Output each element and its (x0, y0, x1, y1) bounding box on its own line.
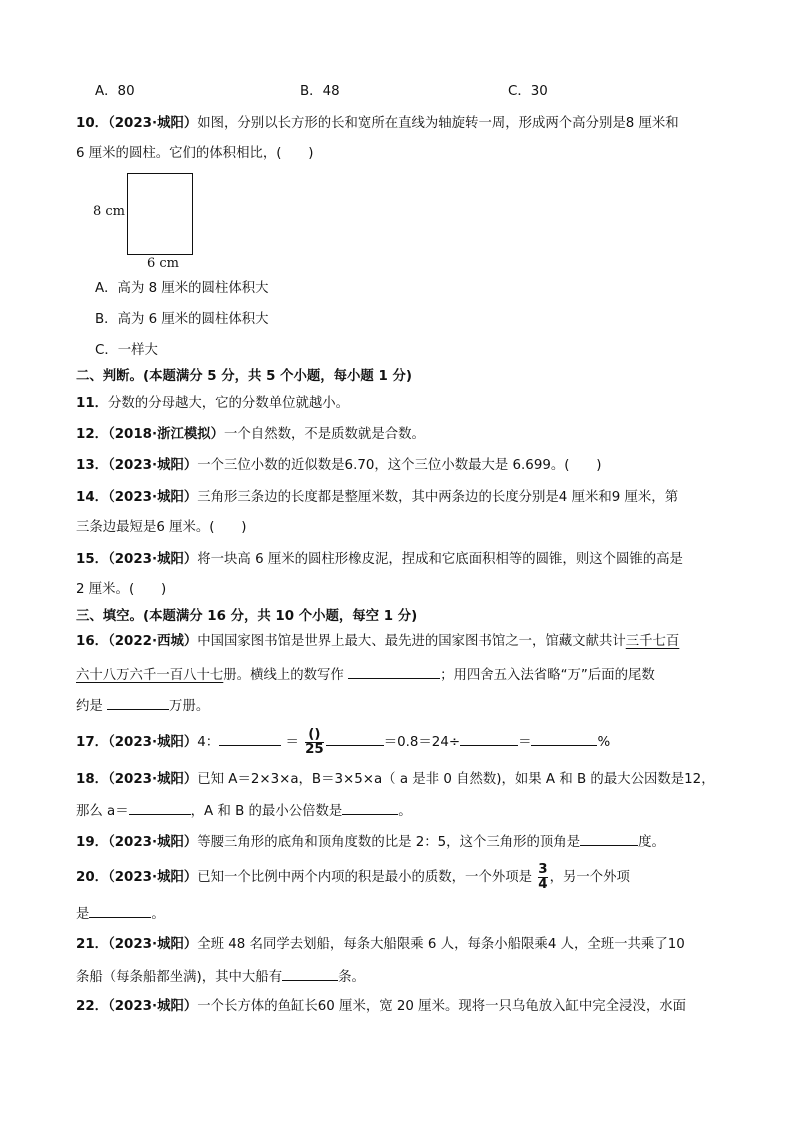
q16-number: 16． (76, 634, 109, 649)
q15-line2: 2 厘米。( ) (76, 582, 167, 597)
q12 (76, 425, 754, 445)
q14-line2: 三条边最短是6 厘米。( ) (76, 520, 247, 535)
q16-source: （2022·西城） (108, 634, 198, 649)
q20-text2: 是 (76, 907, 90, 922)
q19-source: （2023·城阳） (108, 835, 198, 850)
q10-text1: 如图，分别以长方形的长和宽所在直线为轴旋转一周，形成两个高分别是8 厘米和 (197, 116, 679, 131)
q16-underlined-number-b: 六十八万六千一百八十七 (76, 668, 224, 683)
q11 (76, 394, 754, 414)
rectangle-figure (127, 173, 193, 255)
q17-blank-1[interactable] (219, 731, 281, 746)
section-3-heading: 三、填空。(本题满分 16 分，共 10 个小题，每空 1 分) (76, 609, 418, 624)
q18-text3: ，A 和 B 的最小公倍数是 (190, 804, 343, 819)
q18-source: （2023·城阳） (108, 772, 198, 787)
q20-line1 (76, 862, 754, 894)
q19-number: 19． (76, 835, 109, 850)
q21-source: （2023·城阳） (108, 937, 198, 952)
q12-text: 一个自然数，不是质数就是合数。 (224, 427, 425, 442)
q20-fraction-denominator: 4 (538, 876, 548, 892)
q18-text2: 那么 a＝ (76, 804, 129, 819)
q18-line2 (76, 800, 754, 822)
q17 (76, 727, 754, 759)
q21-number: 21． (76, 937, 109, 952)
q19-blank[interactable] (580, 831, 638, 846)
q16-blank-1[interactable] (348, 664, 440, 679)
q20-source: （2023·城阳） (108, 870, 198, 885)
q21-text1: 全班 48 名同学去划船，每条大船限乘 6 人，每条小船限乘4 人，全班一共乘了10 (197, 937, 685, 952)
q16-line1 (76, 632, 754, 652)
section-2-heading: 二、判断。(本题满分 5 分，共 5 个小题，每小题 1 分) (76, 369, 412, 384)
q15-line1 (76, 550, 754, 570)
q21-line1 (76, 935, 754, 955)
q15-number: 15． (76, 552, 109, 567)
q17-fraction-numerator: () (308, 726, 321, 742)
q21-text3: 条。 (338, 970, 365, 985)
q15-source: （2023·城阳） (108, 552, 198, 567)
q22-text1: 一个长方体的鱼缸长60 厘米，宽 20 厘米。现将一只乌龟放入缸中完全浸没，水面 (197, 999, 686, 1014)
q16-blank-2[interactable] (107, 695, 169, 710)
q18-line1 (76, 770, 754, 790)
q17-source: （2023·城阳） (108, 735, 198, 750)
q10-option-b: B．高为 6 厘米的圆柱体积大 (95, 312, 269, 327)
q19-text: 等腰三角形的底角和顶角度数的比是 2：5，这个三角形的顶角是 (197, 835, 581, 850)
q14-number: 14． (76, 490, 109, 505)
q17-eq2: ＝ (518, 735, 532, 750)
q17-number: 17． (76, 735, 109, 750)
q20-fraction-numerator: 3 (538, 861, 548, 877)
q10-option-c: C．一样大 (95, 343, 158, 358)
q15-text1: 将一块高 6 厘米的圆柱形橡皮泥，捏成和它底面积相等的圆锥，则这个圆锥的高是 (197, 552, 683, 567)
q22-line1 (76, 997, 754, 1017)
q22-source: （2023·城阳） (108, 999, 198, 1014)
q19 (76, 831, 754, 853)
q21-line2 (76, 966, 754, 988)
q17-blank-4[interactable] (531, 731, 597, 746)
q18-blank-2[interactable] (342, 800, 398, 815)
figure-height-label: 8 cm (93, 204, 126, 219)
q17-percent: % (597, 735, 611, 750)
figure-width-label: 6 cm (147, 256, 180, 271)
q20-fraction (538, 863, 547, 892)
q17-blank-2[interactable] (326, 731, 384, 746)
q10-number: 10． (76, 116, 109, 131)
q17-fraction-denominator: 25 (305, 741, 324, 757)
q13-source: （2023·城阳） (108, 458, 198, 473)
q20-text: 已知一个比例中两个内项的积是最小的质数，一个外项是 (197, 870, 533, 885)
q14-line1 (76, 488, 754, 508)
q18-blank-1[interactable] (129, 800, 191, 815)
q16-text1: 中国国家图书馆是世界上最大、最先进的国家图书馆之一，馆藏文献共计 (197, 634, 626, 649)
q16-text4: 约是 (76, 699, 103, 714)
q18-text1: 已知 A＝2×3×a，B＝3×5×a（ a 是非 0 自然数)，如果 A 和 B 的最大公因数是12， (197, 772, 715, 787)
q18-text4: 。 (398, 804, 412, 819)
q14-source: （2023·城阳） (108, 490, 198, 505)
q9-option-b: B．48 (300, 84, 340, 99)
q13 (76, 456, 754, 476)
q9-option-c: C．30 (508, 84, 548, 99)
q17-mid: ＝0.8＝24÷ (383, 735, 461, 750)
q16-line3 (76, 695, 754, 717)
q21-text2: 条船（每条船都坐满)，其中大船有 (76, 970, 283, 985)
q12-number: 12． (76, 427, 109, 442)
q16-line2 (76, 664, 754, 686)
q16-text3: ；用四舍五入法省略“万”后面的尾数 (440, 668, 655, 683)
q9-option-a: A．80 (95, 84, 135, 99)
q20-blank[interactable] (89, 903, 151, 918)
q17-eq: ＝ (285, 735, 299, 750)
q13-text: 一个三位小数的近似数是6.70，这个三位小数最大是 6.699。( ) (197, 458, 602, 473)
q14-text1: 三角形三条边的长度都是整厘米数，其中两条边的长度分别是4 厘米和9 厘米，第 (197, 490, 679, 505)
q19-tail: 度。 (638, 835, 665, 850)
q17-fraction (305, 728, 324, 757)
q21-blank[interactable] (282, 966, 338, 981)
q18-number: 18． (76, 772, 109, 787)
q20-text3: 。 (151, 907, 165, 922)
q20-tail: ，另一个外项 (549, 870, 630, 885)
q16-text2: 册。横线上的数写作 (223, 668, 344, 683)
q13-number: 13． (76, 458, 109, 473)
q11-text: 分数的分母越大，它的分数单位就越小。 (108, 396, 350, 411)
q17-blank-3[interactable] (460, 731, 518, 746)
q22-number: 22． (76, 999, 109, 1014)
q10-source: （2023·城阳） (108, 116, 198, 131)
q17-lead: 4： (197, 735, 220, 750)
q10-line2: 6 厘米的圆柱。它们的体积相比，( ) (76, 146, 314, 161)
q16-text5: 万册。 (169, 699, 210, 714)
q10-option-a: A．高为 8 厘米的圆柱体积大 (95, 281, 269, 296)
q20-number: 20． (76, 870, 109, 885)
q16-underlined-number-a: 三千七百 (625, 634, 680, 649)
q12-source: （2018·浙江模拟） (108, 427, 225, 442)
q11-number: 11． (76, 396, 109, 411)
q20-line2 (76, 903, 754, 925)
q10-line1 (76, 114, 754, 134)
